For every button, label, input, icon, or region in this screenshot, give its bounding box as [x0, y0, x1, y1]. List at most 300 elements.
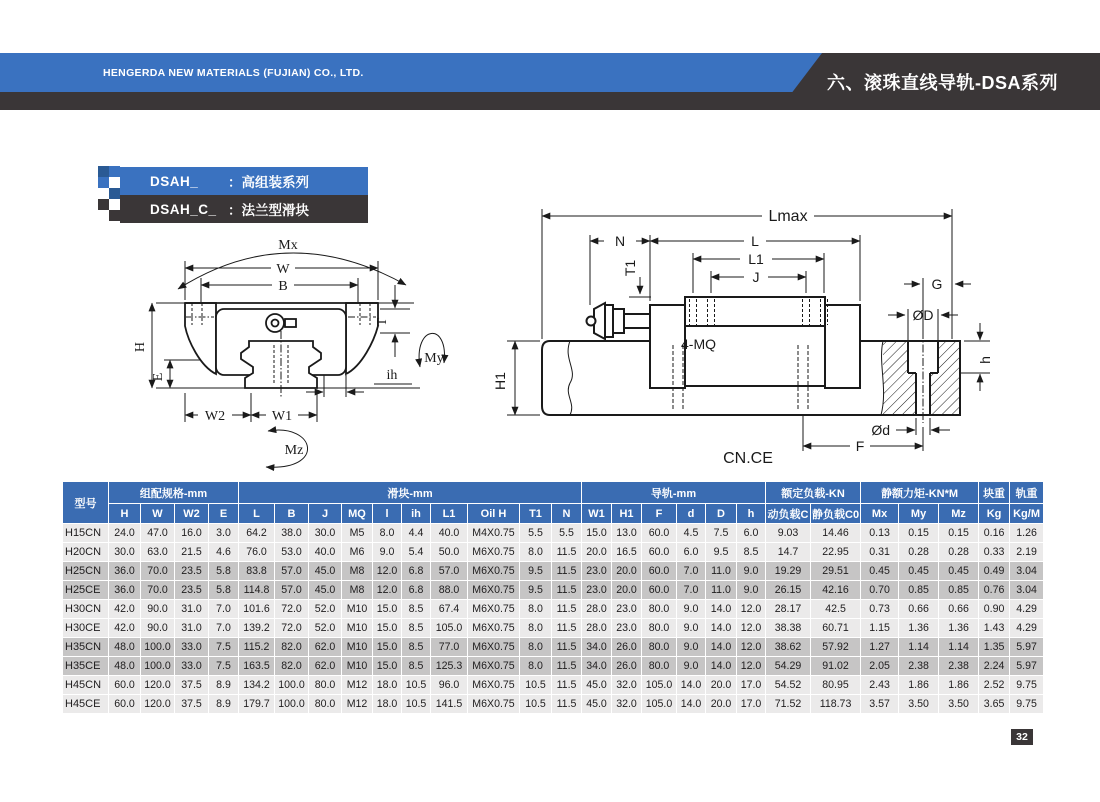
- col-header: l: [373, 504, 402, 524]
- series-code: DSAH_: [150, 173, 199, 189]
- value-cell: 7.5: [209, 638, 239, 657]
- value-cell: 3.50: [899, 695, 939, 714]
- spec-table-body: [63, 524, 1044, 714]
- dim-label-ih: ih: [386, 368, 398, 383]
- value-cell: 8.0: [520, 657, 552, 676]
- value-cell: M10: [342, 657, 373, 676]
- value-cell: 0.28: [899, 543, 939, 562]
- value-cell: M12: [342, 676, 373, 695]
- decor-square: [98, 166, 109, 177]
- value-cell: 76.0: [239, 543, 275, 562]
- value-cell: 139.2: [239, 619, 275, 638]
- value-cell: 5.5: [552, 524, 582, 543]
- value-cell: 6.0: [737, 524, 766, 543]
- spec-table: [62, 481, 1044, 714]
- dim-label-l: L: [751, 233, 759, 249]
- value-cell: 4.29: [1010, 600, 1044, 619]
- value-cell: 7.0: [677, 562, 706, 581]
- value-cell: M5: [342, 524, 373, 543]
- value-cell: 9.0: [373, 543, 402, 562]
- value-cell: 5.5: [520, 524, 552, 543]
- value-cell: M8: [342, 562, 373, 581]
- value-cell: 15.0: [373, 600, 402, 619]
- value-cell: 70.0: [141, 581, 175, 600]
- value-cell: 22.95: [811, 543, 861, 562]
- value-cell: 7.0: [209, 619, 239, 638]
- value-cell: 0.90: [979, 600, 1010, 619]
- dim-label-mz: Mz: [284, 443, 304, 458]
- value-cell: 9.0: [737, 562, 766, 581]
- dim-label-j: J: [752, 269, 760, 285]
- col-header: ih: [402, 504, 431, 524]
- decor-square: [109, 177, 120, 188]
- value-cell: 105.0: [642, 695, 677, 714]
- value-cell: 12.0: [737, 657, 766, 676]
- value-cell: 0.85: [939, 581, 979, 600]
- value-cell: 3.04: [1010, 581, 1044, 600]
- value-cell: 10.5: [402, 695, 431, 714]
- model-cell: H20CN: [63, 543, 109, 562]
- value-cell: 141.5: [431, 695, 468, 714]
- value-cell: 0.16: [979, 524, 1010, 543]
- dim-label-phi-D: ØD: [912, 307, 934, 323]
- value-cell: 8.0: [520, 638, 552, 657]
- dim-label-w: W: [276, 262, 290, 277]
- value-cell: 0.66: [899, 600, 939, 619]
- value-cell: 36.0: [109, 562, 141, 581]
- value-cell: 15.0: [582, 524, 612, 543]
- value-cell: 7.0: [677, 581, 706, 600]
- series-row-flange-block: [120, 195, 368, 223]
- value-cell: 50.0: [431, 543, 468, 562]
- col-group-header: 块重: [979, 482, 1010, 504]
- value-cell: 1.14: [899, 638, 939, 657]
- col-header: Oil H: [468, 504, 520, 524]
- value-cell: 3.50: [939, 695, 979, 714]
- page-title: 六、滚珠直线导轨-DSA系列: [827, 72, 1058, 93]
- decor-square: [109, 188, 120, 199]
- value-cell: 90.0: [141, 600, 175, 619]
- model-cell: H25CE: [63, 581, 109, 600]
- value-cell: 1.15: [861, 619, 899, 638]
- col-header: Kg/M: [1010, 504, 1044, 524]
- value-cell: 0.70: [861, 581, 899, 600]
- value-cell: 5.97: [1010, 638, 1044, 657]
- company-name: HENGERDA NEW MATERIALS (FUJIAN) CO., LTD.: [103, 66, 364, 79]
- value-cell: 9.5: [520, 581, 552, 600]
- value-cell: 14.7: [766, 543, 811, 562]
- value-cell: 18.0: [373, 676, 402, 695]
- value-cell: 12.0: [373, 581, 402, 600]
- col-group-header: 导轨-mm: [582, 482, 766, 504]
- value-cell: 45.0: [582, 676, 612, 695]
- value-cell: 118.73: [811, 695, 861, 714]
- header-band: [0, 53, 1100, 110]
- col-header: L: [239, 504, 275, 524]
- value-cell: 11.5: [552, 638, 582, 657]
- value-cell: 16.0: [175, 524, 209, 543]
- value-cell: 80.0: [642, 600, 677, 619]
- value-cell: 1.86: [899, 676, 939, 695]
- value-cell: 30.0: [109, 543, 141, 562]
- value-cell: 38.62: [766, 638, 811, 657]
- col-header: D: [706, 504, 737, 524]
- value-cell: 23.0: [612, 600, 642, 619]
- table-row: [63, 619, 1044, 638]
- value-cell: 47.0: [141, 524, 175, 543]
- value-cell: 13.0: [612, 524, 642, 543]
- value-cell: 15.0: [373, 657, 402, 676]
- value-cell: 72.0: [275, 600, 309, 619]
- table-row: [63, 581, 1044, 600]
- value-cell: 8.5: [402, 600, 431, 619]
- dim-label-h: H: [133, 341, 148, 353]
- value-cell: 100.0: [275, 676, 309, 695]
- value-cell: 0.45: [861, 562, 899, 581]
- value-cell: 2.24: [979, 657, 1010, 676]
- value-cell: 23.5: [175, 562, 209, 581]
- value-cell: 5.8: [209, 581, 239, 600]
- value-cell: 60.0: [642, 524, 677, 543]
- value-cell: 37.5: [175, 676, 209, 695]
- value-cell: 11.0: [706, 581, 737, 600]
- model-cell: H25CN: [63, 562, 109, 581]
- value-cell: M6X0.75: [468, 638, 520, 657]
- col-group-header: 静额力矩-KN*M: [861, 482, 979, 504]
- value-cell: 17.0: [737, 676, 766, 695]
- value-cell: 62.0: [309, 638, 342, 657]
- series-code: DSAH_C_: [150, 201, 217, 217]
- value-cell: 64.2: [239, 524, 275, 543]
- value-cell: M4X0.75: [468, 524, 520, 543]
- value-cell: 3.04: [1010, 562, 1044, 581]
- value-cell: 1.35: [979, 638, 1010, 657]
- value-cell: 31.0: [175, 619, 209, 638]
- value-cell: 8.0: [520, 619, 552, 638]
- model-cell: H35CE: [63, 657, 109, 676]
- dim-label-w2: W2: [204, 409, 226, 424]
- col-header: W1: [582, 504, 612, 524]
- col-header: H: [109, 504, 141, 524]
- value-cell: 179.7: [239, 695, 275, 714]
- value-cell: 125.3: [431, 657, 468, 676]
- table-row: [63, 676, 1044, 695]
- value-cell: 12.0: [737, 619, 766, 638]
- value-cell: M8: [342, 581, 373, 600]
- table-row: [63, 543, 1044, 562]
- value-cell: 20.0: [706, 676, 737, 695]
- value-cell: 0.73: [861, 600, 899, 619]
- table-row: [63, 657, 1044, 676]
- value-cell: 4.6: [209, 543, 239, 562]
- checker-decoration: [98, 166, 120, 221]
- value-cell: 6.8: [402, 562, 431, 581]
- value-cell: 54.52: [766, 676, 811, 695]
- value-cell: 60.0: [642, 543, 677, 562]
- value-cell: 1.36: [939, 619, 979, 638]
- value-cell: 77.0: [431, 638, 468, 657]
- value-cell: 23.0: [582, 562, 612, 581]
- col-header: B: [275, 504, 309, 524]
- value-cell: M12: [342, 695, 373, 714]
- decor-square: [98, 188, 109, 199]
- value-cell: 23.0: [612, 619, 642, 638]
- value-cell: 30.0: [309, 524, 342, 543]
- value-cell: M6X0.75: [468, 657, 520, 676]
- value-cell: 0.49: [979, 562, 1010, 581]
- decor-square: [109, 199, 120, 210]
- value-cell: 7.5: [706, 524, 737, 543]
- value-cell: 26.0: [612, 657, 642, 676]
- value-cell: 62.0: [309, 657, 342, 676]
- value-cell: 45.0: [582, 695, 612, 714]
- value-cell: 96.0: [431, 676, 468, 695]
- value-cell: 11.5: [552, 543, 582, 562]
- value-cell: 2.43: [861, 676, 899, 695]
- col-header: F: [642, 504, 677, 524]
- value-cell: 80.0: [642, 657, 677, 676]
- value-cell: 5.97: [1010, 657, 1044, 676]
- value-cell: 29.51: [811, 562, 861, 581]
- value-cell: 8.0: [373, 524, 402, 543]
- value-cell: M6: [342, 543, 373, 562]
- series-row-high-assembly: [120, 167, 368, 195]
- value-cell: 34.0: [582, 657, 612, 676]
- value-cell: 23.5: [175, 581, 209, 600]
- value-cell: 57.0: [275, 562, 309, 581]
- decor-square: [109, 210, 120, 221]
- decor-square: [98, 199, 109, 210]
- value-cell: 120.0: [141, 695, 175, 714]
- value-cell: 9.0: [677, 600, 706, 619]
- value-cell: 9.75: [1010, 676, 1044, 695]
- value-cell: M10: [342, 600, 373, 619]
- value-cell: 42.0: [109, 619, 141, 638]
- table-row: [63, 524, 1044, 543]
- value-cell: 7.5: [209, 657, 239, 676]
- value-cell: 42.5: [811, 600, 861, 619]
- value-cell: 3.0: [209, 524, 239, 543]
- dim-label-b: B: [278, 279, 288, 294]
- model-cell: H15CN: [63, 524, 109, 543]
- value-cell: 2.05: [861, 657, 899, 676]
- value-cell: 0.76: [979, 581, 1010, 600]
- dim-label-my: My: [424, 351, 444, 366]
- table-row: [63, 638, 1044, 657]
- value-cell: 9.0: [677, 657, 706, 676]
- value-cell: 54.29: [766, 657, 811, 676]
- value-cell: 0.45: [939, 562, 979, 581]
- value-cell: 45.0: [309, 562, 342, 581]
- value-cell: 80.95: [811, 676, 861, 695]
- value-cell: 20.0: [612, 581, 642, 600]
- value-cell: 83.8: [239, 562, 275, 581]
- col-group-header: 型号: [63, 482, 109, 524]
- decor-square: [98, 210, 109, 221]
- value-cell: 8.5: [402, 619, 431, 638]
- value-cell: 28.17: [766, 600, 811, 619]
- value-cell: 88.0: [431, 581, 468, 600]
- value-cell: 31.0: [175, 600, 209, 619]
- value-cell: 38.38: [766, 619, 811, 638]
- value-cell: 10.5: [520, 676, 552, 695]
- series-desc: ：高组装系列: [228, 175, 309, 190]
- value-cell: 11.5: [552, 619, 582, 638]
- value-cell: 17.0: [737, 695, 766, 714]
- value-cell: 71.52: [766, 695, 811, 714]
- value-cell: 0.28: [939, 543, 979, 562]
- value-cell: 100.0: [275, 695, 309, 714]
- value-cell: 63.0: [141, 543, 175, 562]
- value-cell: 60.0: [642, 581, 677, 600]
- col-header: Mz: [939, 504, 979, 524]
- value-cell: 9.0: [677, 638, 706, 657]
- value-cell: 48.0: [109, 638, 141, 657]
- value-cell: 60.0: [109, 695, 141, 714]
- value-cell: 40.0: [431, 524, 468, 543]
- value-cell: 0.31: [861, 543, 899, 562]
- value-cell: 52.0: [309, 600, 342, 619]
- value-cell: M6X0.75: [468, 543, 520, 562]
- value-cell: 9.5: [706, 543, 737, 562]
- decor-square: [109, 166, 120, 177]
- value-cell: 3.57: [861, 695, 899, 714]
- value-cell: 9.03: [766, 524, 811, 543]
- value-cell: 100.0: [141, 657, 175, 676]
- value-cell: 37.5: [175, 695, 209, 714]
- value-cell: M6X0.75: [468, 581, 520, 600]
- table-row: [63, 695, 1044, 714]
- value-cell: 67.4: [431, 600, 468, 619]
- value-cell: 11.5: [552, 581, 582, 600]
- value-cell: 42.16: [811, 581, 861, 600]
- value-cell: 20.0: [582, 543, 612, 562]
- value-cell: 90.0: [141, 619, 175, 638]
- value-cell: 82.0: [275, 638, 309, 657]
- value-cell: 24.0: [109, 524, 141, 543]
- value-cell: 11.5: [552, 676, 582, 695]
- value-cell: 28.0: [582, 619, 612, 638]
- value-cell: 105.0: [642, 676, 677, 695]
- col-header: E: [209, 504, 239, 524]
- value-cell: 0.85: [899, 581, 939, 600]
- value-cell: 4.5: [677, 524, 706, 543]
- value-cell: 101.6: [239, 600, 275, 619]
- col-header: Kg: [979, 504, 1010, 524]
- value-cell: 14.0: [706, 619, 737, 638]
- value-cell: 4.29: [1010, 619, 1044, 638]
- value-cell: 105.0: [431, 619, 468, 638]
- value-cell: 60.71: [811, 619, 861, 638]
- value-cell: 14.46: [811, 524, 861, 543]
- model-cell: H45CN: [63, 676, 109, 695]
- col-header: J: [309, 504, 342, 524]
- value-cell: 11.5: [552, 562, 582, 581]
- model-cell: H35CN: [63, 638, 109, 657]
- value-cell: 10.5: [520, 695, 552, 714]
- value-cell: 0.66: [939, 600, 979, 619]
- value-cell: 34.0: [582, 638, 612, 657]
- value-cell: 14.0: [677, 695, 706, 714]
- model-cell: H30CN: [63, 600, 109, 619]
- value-cell: M6X0.75: [468, 562, 520, 581]
- side-view-diagram: [490, 193, 1000, 478]
- value-cell: 6.0: [677, 543, 706, 562]
- value-cell: 21.5: [175, 543, 209, 562]
- value-cell: 80.0: [642, 619, 677, 638]
- value-cell: 9.0: [677, 619, 706, 638]
- col-header: W2: [175, 504, 209, 524]
- value-cell: 2.52: [979, 676, 1010, 695]
- value-cell: 91.02: [811, 657, 861, 676]
- value-cell: 8.5: [737, 543, 766, 562]
- value-cell: 19.29: [766, 562, 811, 581]
- value-cell: M6X0.75: [468, 676, 520, 695]
- page-number-badge: 32: [1011, 729, 1033, 745]
- dim-label-t1: T1: [622, 259, 638, 277]
- value-cell: 9.0: [737, 581, 766, 600]
- value-cell: 11.0: [706, 562, 737, 581]
- col-header: T1: [520, 504, 552, 524]
- table-row: [63, 562, 1044, 581]
- value-cell: 26.0: [612, 638, 642, 657]
- value-cell: 1.26: [1010, 524, 1044, 543]
- col-header: 动负载C: [766, 504, 811, 524]
- value-cell: 2.38: [939, 657, 979, 676]
- value-cell: 42.0: [109, 600, 141, 619]
- value-cell: 12.0: [737, 638, 766, 657]
- value-cell: 1.86: [939, 676, 979, 695]
- value-cell: 45.0: [309, 581, 342, 600]
- value-cell: 134.2: [239, 676, 275, 695]
- value-cell: 0.33: [979, 543, 1010, 562]
- value-cell: 0.15: [899, 524, 939, 543]
- value-cell: 2.19: [1010, 543, 1044, 562]
- value-cell: 15.0: [373, 638, 402, 657]
- col-group-header: 滑块-mm: [239, 482, 582, 504]
- value-cell: 8.5: [402, 657, 431, 676]
- col-group-header: 组配规格-mm: [109, 482, 239, 504]
- value-cell: 33.0: [175, 638, 209, 657]
- value-cell: 60.0: [642, 562, 677, 581]
- value-cell: 100.0: [141, 638, 175, 657]
- value-cell: M10: [342, 619, 373, 638]
- value-cell: 1.14: [939, 638, 979, 657]
- value-cell: 4.4: [402, 524, 431, 543]
- value-cell: 57.0: [275, 581, 309, 600]
- model-cell: H45CE: [63, 695, 109, 714]
- value-cell: 14.0: [706, 657, 737, 676]
- value-cell: 0.15: [939, 524, 979, 543]
- value-cell: 82.0: [275, 657, 309, 676]
- column-header-row: [63, 504, 1044, 524]
- table-row: [63, 600, 1044, 619]
- value-cell: 32.0: [612, 676, 642, 695]
- value-cell: 40.0: [309, 543, 342, 562]
- value-cell: 8.0: [520, 600, 552, 619]
- value-cell: 14.0: [706, 638, 737, 657]
- value-cell: 1.43: [979, 619, 1010, 638]
- col-header: d: [677, 504, 706, 524]
- dim-label-h: h: [977, 356, 993, 364]
- value-cell: 6.8: [402, 581, 431, 600]
- model-cell: H30CE: [63, 619, 109, 638]
- group-header-row: [63, 482, 1044, 504]
- value-cell: 1.27: [861, 638, 899, 657]
- series-desc: ：法兰型滑块: [228, 203, 309, 218]
- spec-table-head: [63, 482, 1044, 524]
- col-header: My: [899, 504, 939, 524]
